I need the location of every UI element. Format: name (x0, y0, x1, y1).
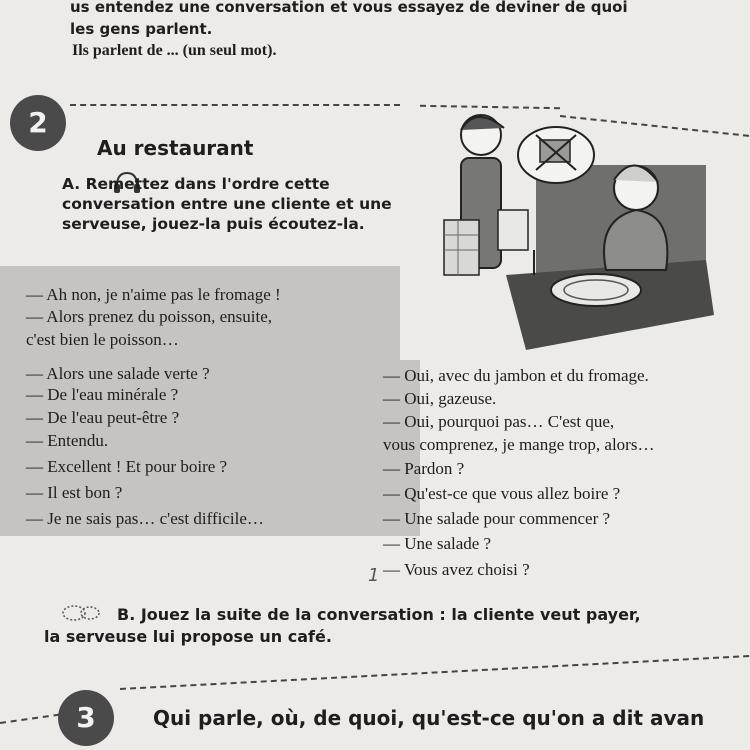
dialogue-line: — Excellent ! Et pour boire ? (26, 457, 228, 476)
restaurant-illustration (436, 110, 716, 360)
dialogue-line: — Il est bon ? (26, 483, 123, 502)
dialogue-line: — De l'eau peut-être ? (26, 408, 180, 427)
dialogue-line: — Une salade pour commencer ? (383, 509, 611, 528)
dialogue-line: — Oui, avec du jambon et du fromage. (383, 366, 649, 385)
dialogue-line: — Alors prenez du poisson, ensuite, (26, 307, 272, 326)
dialogue-line: — Qu'est-ce que vous allez boire ? (383, 484, 621, 503)
section-title: Au restaurant (97, 136, 254, 160)
dialogue-line: — Je ne sais pas… c'est difficile… (26, 509, 264, 528)
top-instruction-line-1: us entendez une conversation et vous essayez de deviner de quoi (70, 0, 628, 16)
dialogue-line: — De l'eau minérale ? (26, 385, 179, 404)
speech-bubbles-icon (60, 603, 102, 623)
dialogue-line: — Ah non, je n'aime pas le fromage ! (26, 285, 281, 304)
section-number-badge: 2 (10, 95, 66, 151)
dashed-separator (120, 655, 749, 690)
handwritten-number: 1 (368, 565, 380, 586)
top-instruction-line-3: Ils parlent de ... (un seul mot). (72, 42, 277, 59)
dialogue-line: — Vous avez choisi ? (383, 560, 530, 579)
instruction-a: A. Remettez dans l'ordre cette conversation entre une cliente et une serveuse, jouez-la puis écoutez-la. (62, 175, 392, 233)
dialogue-line: — Entendu. (26, 431, 109, 450)
top-instruction-line-2: les gens parlent. (70, 20, 213, 38)
dashed-separator (0, 714, 60, 724)
dashed-separator (70, 104, 400, 106)
dialogue-line: — Oui, gazeuse. (383, 389, 497, 408)
section-title: Qui parle, où, de quoi, qu'est-ce qu'on a dit avan (153, 706, 705, 730)
dialogue-line: — Alors une salade verte ? (26, 364, 210, 383)
section-number-badge: 3 (58, 690, 114, 746)
dashed-separator (420, 105, 560, 109)
dialogue-line: — Pardon ? (383, 459, 465, 478)
dialogue-line: vous comprenez, je mange trop, alors… (383, 435, 655, 454)
dialogue-line: — Une salade ? (383, 534, 492, 553)
instruction-b: B. Jouez la suite de la conversation : la cliente veut payer, (117, 605, 641, 624)
dialogue-line: — Oui, pourquoi pas… C'est que, (383, 412, 615, 431)
instruction-b-continued: la serveuse lui propose un café. (44, 627, 332, 646)
dialogue-line: c'est bien le poisson… (26, 330, 179, 349)
